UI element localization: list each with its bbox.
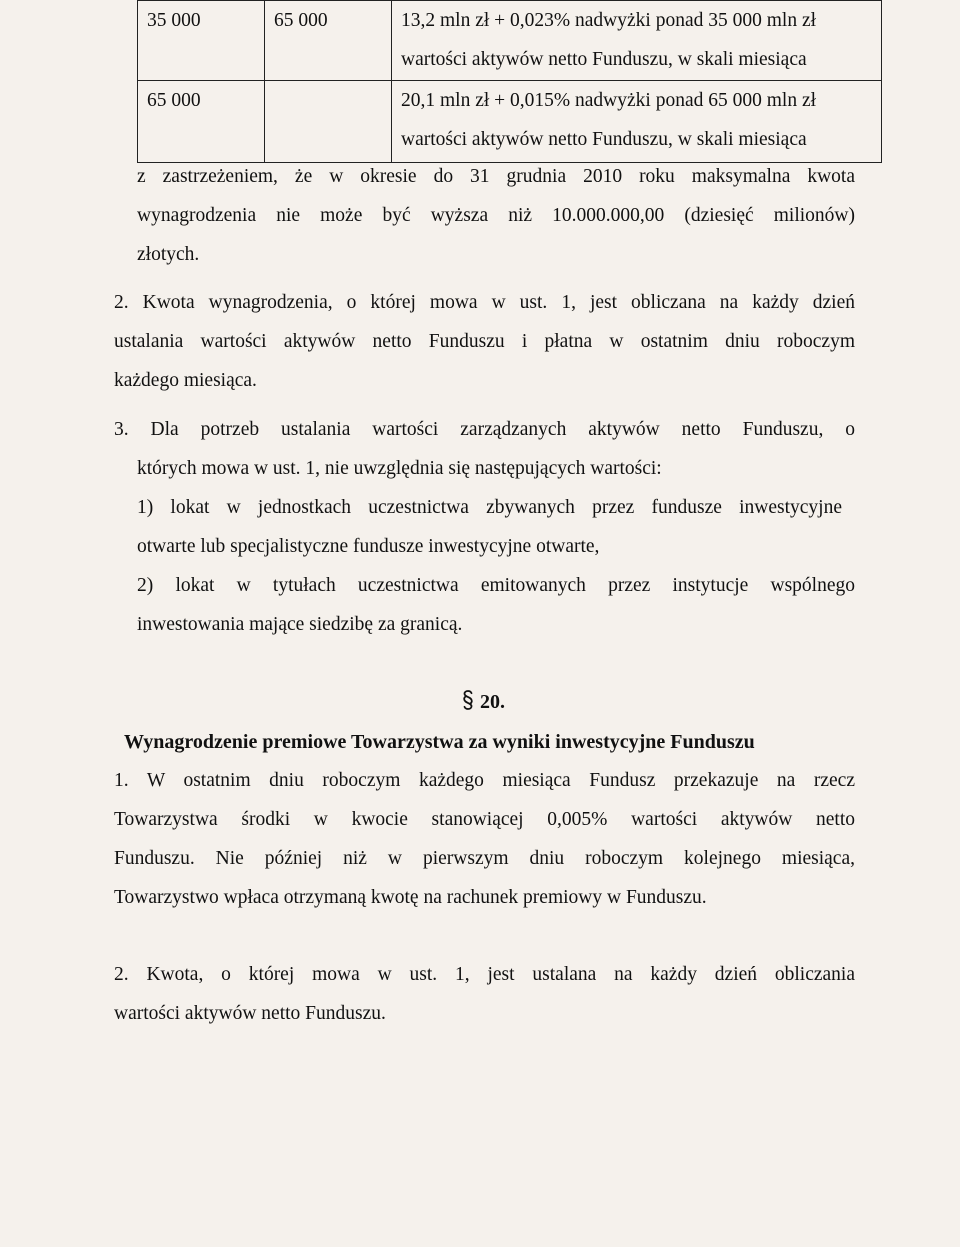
paragraph-line: których mowa w ust. 1, nie uwzględnia się następujących wartości: [137,458,662,479]
table-row [138,1,882,81]
section-heading-number [462,683,505,722]
table-cell-threshold-from [138,1,265,81]
cell-text: wartości aktywów netto Funduszu, w skali miesiąca [401,49,807,70]
fee-table [137,0,882,163]
list-item-line: otwarte lub specjalistyczne fundusze inwestycyjne otwarte, [137,536,600,557]
list-item-line: 1) lokat w jednostkach uczestnictwa zbywanych przez fundusze inwestycyjne [137,497,842,518]
list-item-line: 2) lokat w tytułach uczestnictwa emitowanych przez instytucje wspólnego [137,575,855,596]
paragraph-line: ustalania wartości aktywów netto Funduszu i płatna w ostatnim dniu roboczym [114,331,855,352]
paragraph-line: 2. Kwota, o której mowa w ust. 1, jest ustalana na każdy dzień obliczania [114,964,855,985]
paragraph-line: Funduszu. Nie później niż w pierwszym dniu roboczym kolejnego miesiąca, [114,848,855,869]
cell-text: 13,2 mln zł + 0,023% nadwyżki ponad 35 000 mln zł [401,10,817,31]
cell-text: 20,1 mln zł + 0,015% nadwyżki ponad 65 000 mln zł [401,90,817,111]
table-cell-threshold-to [265,81,392,163]
table-cell-threshold-to [265,1,392,81]
section-title: Wynagrodzenie premiowe Towarzystwa za wyniki inwestycyjne Funduszu [124,731,755,753]
paragraph-line: z zastrzeżeniem, że w okresie do 31 grudnia 2010 roku maksymalna kwota [137,166,855,187]
paragraph-line: wynagrodzenia nie może być wyższa niż 10.000.000,00 (dziesięć milionów) [137,205,855,226]
table-cell-threshold-from [138,81,265,163]
table-row [138,81,882,163]
list-item-line: inwestowania mające siedzibę za granicą. [137,614,463,635]
table-cell-fee [392,1,882,81]
table-cell-fee [392,81,882,163]
paragraph-line: 1. W ostatnim dniu roboczym każdego miesiąca Fundusz przekazuje na rzecz [114,770,855,791]
paragraph-line: każdego miesiąca. [114,370,257,391]
paragraph-line: Towarzystwo wpłaca otrzymaną kwotę na rachunek premiowy w Funduszu. [114,887,707,908]
paragraph-line: Towarzystwa środki w kwocie stanowiącej 0,005% wartości aktywów netto [114,809,855,830]
section-sign-icon [462,690,474,710]
cell-text: 65 000 [274,10,328,31]
section-number: 20. [480,691,505,713]
paragraph-line: 2. Kwota wynagrodzenia, o której mowa w ust. 1, jest obliczana na każdy dzień [114,292,855,313]
paragraph-line: wartości aktywów netto Funduszu. [114,1003,386,1024]
paragraph-line: złotych. [137,244,200,265]
cell-text: 65 000 [147,90,201,111]
cell-text [265,81,391,120]
paragraph-line: 3. Dla potrzeb ustalania wartości zarządzanych aktywów netto Funduszu, o [114,419,855,440]
cell-text: 35 000 [147,10,201,31]
cell-text: wartości aktywów netto Funduszu, w skali miesiąca [401,129,807,150]
